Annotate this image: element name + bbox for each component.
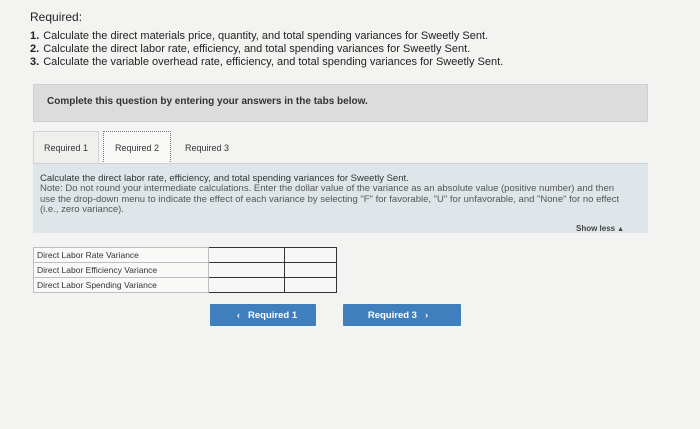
banner-text: Complete this question by entering your answers in the tabs below. — [47, 96, 368, 107]
question-panel — [33, 163, 648, 233]
instruction-text: Calculate the direct labor rate, efficiency, and total spending variances for Sweetly Sent. — [43, 43, 471, 55]
tab-required-2[interactable]: Required 2 — [103, 131, 171, 164]
amount-input[interactable] — [209, 278, 285, 293]
next-button-label: Required 3 — [367, 309, 417, 321]
instruction-number: 3. — [30, 56, 40, 68]
panel-note-text: Note: Do not round your intermediate calculations. Enter the dollar value of the variance as an absolute value (positive number) and then use the drop-down menu to indicate the effect of each variance by selecting "F" for favorable, "U" for unfavorable, and "None" for no effect (i.e., zero variance). — [40, 183, 620, 215]
effect-dropdown[interactable] — [285, 263, 337, 278]
prev-button-label: Required 1 — [248, 309, 298, 321]
tab-required-1[interactable]: Required 1 — [33, 131, 99, 164]
triangle-up-icon: ▲ — [617, 226, 625, 233]
variance-table — [33, 247, 337, 293]
show-less-button[interactable] — [576, 224, 624, 233]
tab-required-3[interactable]: Required 3 — [184, 142, 230, 153]
tab-bar — [33, 131, 243, 164]
show-less-label: Show less — [576, 224, 616, 233]
row-label: Direct Labor Spending Variance — [34, 278, 209, 293]
instruction-item — [30, 43, 503, 56]
instruction-banner — [33, 84, 648, 122]
row-label: Direct Labor Efficiency Variance — [34, 263, 209, 278]
instruction-item — [30, 30, 503, 43]
table-row — [34, 263, 337, 278]
chevron-left-icon: ‹ — [236, 309, 241, 321]
instruction-number: 2. — [30, 43, 40, 55]
instruction-text: Calculate the variable overhead rate, efficiency, and total spending variances for Sweetly Sent. — [43, 56, 504, 68]
chevron-right-icon: › — [424, 309, 429, 321]
table-row — [34, 248, 337, 263]
instructions-list — [30, 30, 503, 69]
row-label: Direct Labor Rate Variance — [34, 248, 209, 263]
instruction-text: Calculate the direct materials price, quantity, and total spending variances for Sweetly Sent. — [43, 30, 489, 42]
table-row — [34, 278, 337, 293]
amount-input[interactable] — [209, 248, 285, 263]
amount-input[interactable] — [209, 263, 285, 278]
instruction-item — [30, 56, 503, 69]
next-required-3-button[interactable] — [343, 304, 461, 326]
effect-dropdown[interactable] — [285, 278, 337, 293]
prev-required-1-button[interactable] — [210, 304, 316, 326]
instruction-number: 1. — [30, 30, 40, 42]
required-heading: Required: — [30, 10, 83, 24]
panel-lead-text: Calculate the direct labor rate, efficiency, and total spending variances for Sweetly Sent. — [40, 173, 409, 184]
effect-dropdown[interactable] — [285, 248, 337, 263]
